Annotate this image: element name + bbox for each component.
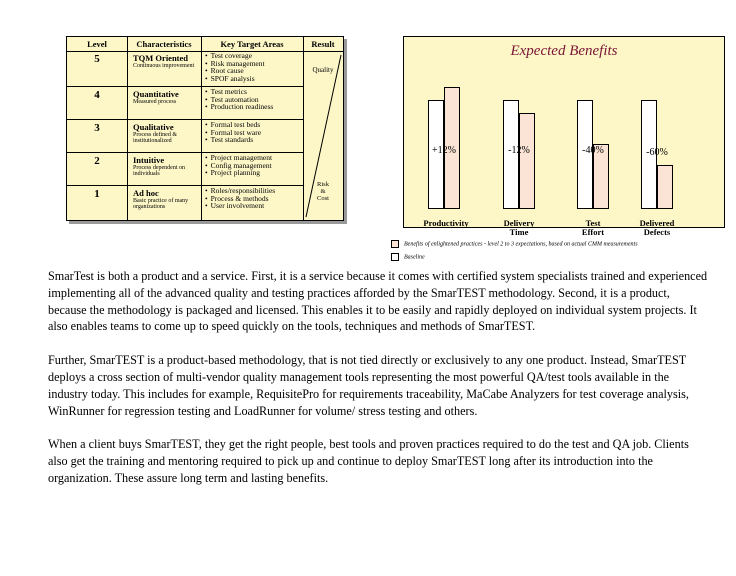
paragraph: When a client buys SmarTEST, they get the right people, best tools and proven practices required to do the test and QA job. Clients also get the training and mentoring required to pick up and continue to deploy SmarTEST long after its introduction into the organization. These assure long term and lasting benefits. bbox=[48, 437, 689, 485]
result-cost: Cost bbox=[317, 195, 329, 202]
header-level: Level bbox=[87, 39, 107, 49]
level-number: 1 bbox=[94, 188, 100, 200]
characteristic-name: TQM Oriented bbox=[133, 53, 189, 63]
bar-enlightened bbox=[657, 165, 673, 209]
legend-swatch bbox=[391, 240, 399, 248]
characteristic-description: Basic practice of many organizations bbox=[133, 198, 189, 210]
target-area-item: • Config management bbox=[205, 162, 272, 170]
header-key-target-areas: Key Target Areas bbox=[220, 39, 284, 49]
data-label: -40% bbox=[582, 145, 604, 156]
target-area-item: • Test automation bbox=[205, 96, 273, 104]
target-area-list bbox=[205, 121, 261, 144]
result-risk: Risk bbox=[317, 181, 329, 188]
data-label: +12% bbox=[432, 145, 456, 156]
bar-enlightened bbox=[519, 113, 535, 209]
characteristic-description: Measured process bbox=[133, 99, 177, 105]
target-area-list bbox=[205, 88, 273, 111]
result-risk-cost bbox=[303, 181, 343, 202]
result-quality: Quality bbox=[312, 66, 334, 74]
legend-entry bbox=[391, 253, 425, 261]
target-area-item: • Root cause bbox=[205, 67, 265, 75]
characteristic-name: Intuitive bbox=[133, 155, 165, 165]
characteristic-name: Quantitative bbox=[133, 89, 179, 99]
characteristic-name: Ad hoc bbox=[133, 188, 159, 198]
legend-text: Benefits of enlightened practices - level 2 to 3 expectations, based on actual CMM measurements bbox=[404, 241, 638, 248]
target-area-item: • Project management bbox=[205, 154, 272, 162]
target-area-item: • Roles/responsibilities bbox=[205, 187, 275, 195]
target-area-item: • Risk management bbox=[205, 60, 265, 68]
target-area-item: • Formal test beds bbox=[205, 121, 261, 129]
result-ampersand: & bbox=[320, 188, 326, 195]
table-row bbox=[67, 153, 303, 186]
category-label-line: Defects bbox=[643, 226, 671, 237]
category-label bbox=[622, 219, 692, 236]
category-label-line: Effort bbox=[581, 226, 605, 237]
target-area-list bbox=[205, 52, 265, 82]
legend-text: Baseline bbox=[404, 254, 425, 261]
category-label-line: Time bbox=[509, 226, 529, 237]
characteristic-description: Process defined & institutionalized bbox=[133, 132, 177, 144]
paragraph: SmarTest is both a product and a service. First, it is a service because it comes with certified system specialists trained and experienced implementing all of the advanced quality and testing practices afforded by the SmarTEST methodology. Second, it is a product, because the methodology is packaged and licensed. This enables it to be easily and rapidly deployed on individual system projects. It also enables teams to come up to speed quickly on the tools, techniques and methods of SmarTEST. bbox=[48, 269, 708, 334]
target-area-list bbox=[205, 154, 272, 177]
header-result: Result bbox=[311, 39, 335, 49]
category-label bbox=[411, 219, 481, 228]
target-area-item: • SPOF analysis bbox=[205, 75, 265, 83]
level-number: 3 bbox=[94, 122, 100, 134]
table-row bbox=[67, 120, 303, 153]
characteristic-name: Qualitative bbox=[133, 122, 174, 132]
table-row bbox=[67, 51, 303, 87]
table-row bbox=[67, 186, 303, 219]
category-label-line: Delivered bbox=[639, 218, 675, 228]
target-area-item: • Project planning bbox=[205, 169, 272, 177]
category-label-line: Productivity bbox=[423, 218, 469, 228]
benefits-chart bbox=[403, 36, 725, 237]
target-area-item: • Formal test ware bbox=[205, 129, 261, 137]
paragraph: Further, SmarTEST is a product-based methodology, that is not tied directly or exclusively to any one product. Instead, SmarTEST deploys a cross section of multi-vendor quality management tools representing the most powerful QA/test tools available in the industry today. This includes for example, RequisitePro for requirements traceability, MaCabe Analyzers for test coverage analysis, WinRunner for regression testing and LoadRunner for volume/ stress testing and others. bbox=[48, 353, 689, 418]
legend-entry bbox=[391, 240, 638, 248]
category-label-line: Test bbox=[585, 218, 601, 228]
table-row bbox=[67, 87, 303, 120]
target-area-item: • Process & methods bbox=[205, 195, 275, 203]
target-area-item: • User involvement bbox=[205, 202, 275, 210]
data-label: -60% bbox=[646, 147, 668, 158]
category-label-line: Delivery bbox=[503, 218, 535, 228]
target-area-item: • Test metrics bbox=[205, 88, 273, 96]
target-area-item: • Test coverage bbox=[205, 52, 265, 60]
table-header bbox=[67, 37, 343, 52]
maturity-table bbox=[66, 36, 344, 221]
characteristic-description: Continuous improvement bbox=[133, 63, 195, 69]
target-area-item: • Production readiness bbox=[205, 103, 273, 111]
header-characteristics: Characteristics bbox=[136, 39, 192, 49]
chart-title: Expected Benefits bbox=[510, 43, 618, 59]
data-label: -12% bbox=[508, 145, 530, 156]
level-number: 2 bbox=[94, 155, 100, 167]
target-area-list bbox=[205, 187, 275, 210]
legend-swatch bbox=[391, 253, 399, 261]
level-number: 5 bbox=[94, 53, 100, 65]
body-text bbox=[48, 268, 708, 504]
characteristic-description: Process dependent on individuals bbox=[133, 165, 185, 177]
category-label bbox=[484, 219, 554, 236]
category-label bbox=[558, 219, 628, 236]
target-area-item: • Test standards bbox=[205, 136, 261, 144]
level-number: 4 bbox=[94, 89, 100, 101]
